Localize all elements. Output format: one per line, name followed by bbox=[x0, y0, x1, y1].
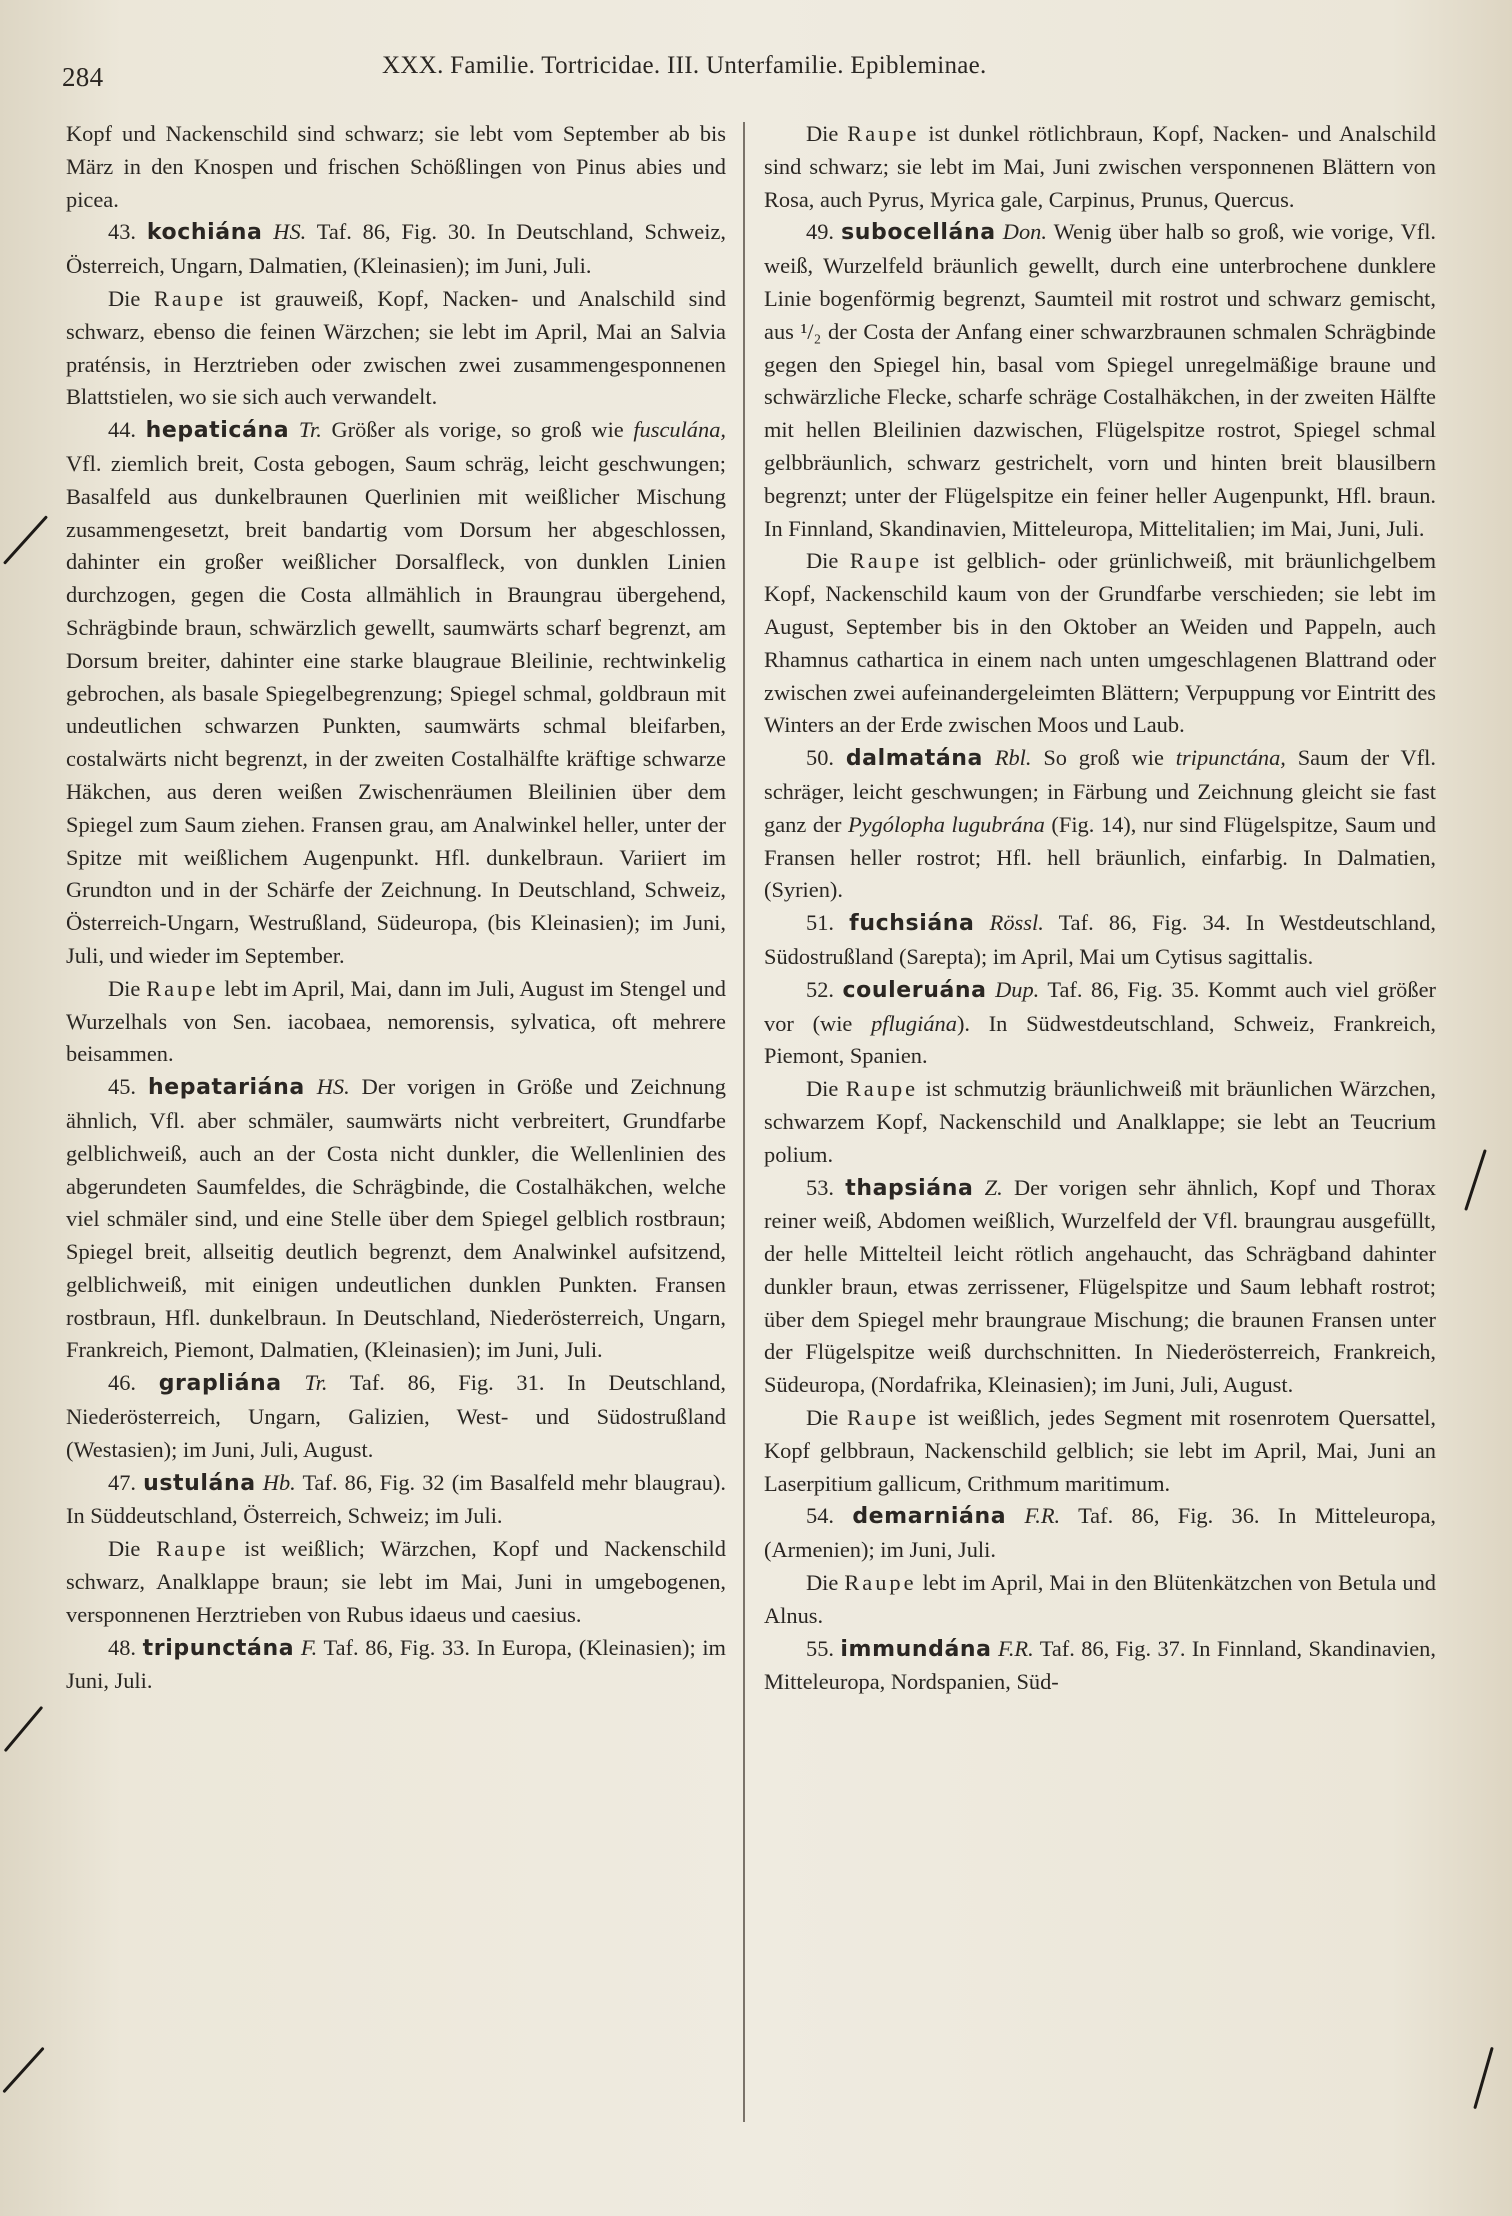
species-name: ustulána bbox=[143, 1470, 256, 1496]
species-entry-50: 50. dalmatána Rbl. So groß wie tripunctána, Saum der Vfl. schräger, leicht geschwungen; in Färbung und Zeichnung gleicht sie fast ganz der Pygólopha lugubrána (Fig. 14), nur sind Flügelspitze, Saum und Fransen heller rostrot; Hfl. hell bräunlich, einfarbig. In Dalmatien, (Syrien). bbox=[764, 745, 1436, 903]
entry-number: 53. bbox=[806, 1174, 834, 1200]
larva-description: Die Raupe ist weißlich, jedes Segment mit rosenrotem Quersattel, Kopf gelbbraun, Nackenschild gelblich; sie lebt im April, Mai, Juni an Laserpitium gallicum, Crithmum maritimum. bbox=[764, 1405, 1436, 1496]
pencil-mark bbox=[3, 515, 48, 565]
larva-description: Die Raupe ist grauweiß, Kopf, Nacken- und Analschild sind schwarz, ebenso die feinen Wärzchen; sie lebt im April, Mai an Salvia praténsis, in Herztrieben oder zwischen zwei zusammengesponnenen Blattstielen, wo sie sich auch verwandelt. bbox=[66, 285, 726, 410]
species-name: hepaticána bbox=[145, 418, 290, 444]
entry-number: 49. bbox=[806, 219, 834, 245]
species-author: Tr. bbox=[298, 417, 322, 443]
species-entry-43 bbox=[66, 216, 726, 283]
species-author: F.R. bbox=[1024, 1503, 1061, 1529]
species-author: Hb. bbox=[262, 1469, 296, 1495]
pencil-mark bbox=[1473, 2047, 1494, 2109]
entry-number: 46. bbox=[108, 1370, 136, 1396]
species-name: subocellána bbox=[841, 220, 996, 246]
raupe-word: Raupe bbox=[845, 1076, 919, 1102]
species-name: thapsiána bbox=[845, 1175, 974, 1201]
species-name: couleruána bbox=[842, 977, 987, 1003]
continued-paragraph: Kopf und Nackenschild sind schwarz; sie lebt vom September ab bis März in den Knospen und frischen Schößlingen von Pinus abies und picea. bbox=[66, 121, 726, 212]
species-entry-46: 46. grapliána Tr. Taf. 86, Fig. 31. In Deutschland, Niederösterreich, Ungarn, Galizien, West- und Südostrußland (Westasien); im Juni, Juli, August. bbox=[66, 1370, 726, 1462]
pencil-mark bbox=[4, 1706, 44, 1752]
raupe-word: Raupe bbox=[146, 975, 219, 1001]
larva-description: Die Raupe ist dunkel rötlichbraun, Kopf, Nacken- und Analschild sind schwarz; sie lebt im Mai, Juni zwischen versponnenen Blättern von Rosa, auch Pyrus, Myrica gale, Carpinus, Prunus, Quercus. bbox=[764, 121, 1436, 212]
entry-number: 54. bbox=[806, 1503, 834, 1529]
species-name: tripunctána bbox=[142, 1635, 295, 1661]
species-entry-55: 55. immundána F.R. Taf. 86, Fig. 37. In Finnland, Skandinavien, Mitteleuropa, Nordspanien, Süd- bbox=[764, 1635, 1436, 1695]
species-author: F. bbox=[300, 1634, 318, 1660]
raupe-word: Raupe bbox=[844, 1570, 917, 1596]
entry-number: 55. bbox=[806, 1635, 834, 1661]
species-author: Z. bbox=[984, 1174, 1003, 1200]
species-name: immundána bbox=[840, 1636, 992, 1662]
species-entry-52: 52. couleruána Dup. Taf. 86, Fig. 35. Kommt auch viel größer vor (wie pflugiána). In Südwestdeutschland, Schweiz, Frankreich, Piemont, Spanien. bbox=[764, 976, 1436, 1069]
entry-number: 45. bbox=[108, 1074, 136, 1100]
entry-number: 50. bbox=[806, 745, 834, 771]
species-entry-48: 48. tripunctána F. Taf. 86, Fig. 33. In Europa, (Kleinasien); im Juni, Juli. bbox=[66, 1634, 726, 1694]
column-divider bbox=[743, 122, 745, 2122]
species-name: dalmatána bbox=[845, 746, 983, 772]
entry-number: 43. bbox=[108, 219, 136, 245]
species-name: demarniána bbox=[852, 1504, 1007, 1530]
species-name: grapliána bbox=[158, 1371, 282, 1397]
species-author: Dup. bbox=[995, 976, 1040, 1002]
species-name: hepatariána bbox=[147, 1075, 305, 1101]
right-column bbox=[764, 118, 1436, 1699]
larva-description: Die Raupe lebt im April, Mai, dann im Juli, August im Stengel und Wurzelhals von Sen. iacobaea, nemorensis, sylvatica, oft mehrere beisammen. bbox=[66, 975, 726, 1067]
entry-number: 44. bbox=[108, 417, 136, 443]
page-header bbox=[62, 52, 1442, 96]
species-author: Don. bbox=[1002, 219, 1047, 245]
species-author: HS. bbox=[273, 219, 307, 245]
entry-number: 51. bbox=[806, 910, 834, 936]
species-author: Rbl. bbox=[994, 745, 1032, 771]
species-entry-51: 51. fuchsiána Rössl. Taf. 86, Fig. 34. In Westdeutschland, Südostrußland (Sarepta); im April, Mai um Cytisus sagittalis. bbox=[764, 910, 1436, 969]
raupe-word: Raupe bbox=[847, 121, 920, 146]
page-number: 284 bbox=[62, 62, 104, 92]
larva-description: Die Raupe ist schmutzig bräunlichweiß mit bräunlichen Wärzchen, schwarzem Kopf, Nackenschild und Analklappe; sie lebt an Teucrium polium. bbox=[764, 1076, 1436, 1167]
entry-number: 52. bbox=[806, 976, 834, 1002]
species-entry-49: 49. subocellána Don. Wenig über halb so groß, wie vorige, Vfl. weiß, Wurzelfeld bräunlich gewellt, durch eine unterbrochene dunklere Linie bogenförmig begrenzt, Saumteil mit rostrot und schwarz gemischt, aus ¹/₂ der Costa der Anfang einer schwarzbraunen schmalen Schrägbinde gegen den Spiegel hin, basal vom Spiegel unregelmäßige braune und schwärzliche Flecke, scharfe schräge Costalhäkchen, in der zweiten Hälfte mit hellen Bleilinien dazwischen, Flügelspitze rostrot, Spiegel schmal gelbbräunlich, schwarz gestrichelt, vorn und hinten breit blausilbern begrenzt; unter der Flügelspitze ein feiner heller Augenpunkt, Hfl. braun. In Finnland, Skandinavien, Mitteleuropa, Mittelitalien; im Mai, Juni, Juli. bbox=[764, 219, 1437, 541]
raupe-word: Raupe bbox=[849, 548, 923, 574]
species-author: HS. bbox=[316, 1074, 350, 1100]
entry-text: Taf. 86, Fig. 30. In Deutschland, Schweiz, Österreich, Ungarn, Dalmatien, (Kleinasien); im Juni, Juli. bbox=[66, 219, 726, 279]
pencil-mark bbox=[2, 2047, 44, 2094]
raupe-word: Raupe bbox=[156, 1536, 229, 1562]
larva-description: Die Raupe ist weißlich; Wärzchen, Kopf und Nackenschild schwarz, Analklappe braun; sie lebt im Mai, Juni in umgebogenen, versponnenen Herztrieben von Rubus idaeus und caesius. bbox=[66, 1536, 726, 1627]
pencil-mark bbox=[1464, 1149, 1487, 1211]
entry-number: 47. bbox=[108, 1469, 136, 1495]
species-entry-54: 54. demarniána F.R. Taf. 86, Fig. 36. In Mitteleuropa, (Armenien); im Juni, Juli. bbox=[764, 1503, 1437, 1563]
species-entry-47: 47. ustulána Hb. Taf. 86, Fig. 32 (im Basalfeld mehr blaugrau). In Süddeutschland, Österreich, Schweiz; im Juli. bbox=[66, 1469, 726, 1529]
species-author: Tr. bbox=[304, 1370, 328, 1396]
species-author: Rössl. bbox=[989, 910, 1044, 936]
larva-description: Die Raupe lebt im April, Mai in den Blütenkätzchen von Betula und Alnus. bbox=[764, 1570, 1436, 1628]
species-entry-53: 53. thapsiána Z. Der vorigen sehr ähnlich, Kopf und Thorax reiner weiß, Abdomen weißlich, Wurzelfeld der Vfl. braungrau ausgefüllt, der helle Mittelteil leicht rötlich angehaucht, das Schrägband dahinter dunkler braun, etwas zerrissener, Flügelspitze und Saum lebhaft rostrot; über dem Spiegel mehr braungraue Mischung; die braunen Fransen unter der Flügelspitze weiß durchschnitten. In Niederösterreich, Frankreich, Südeuropa, (Nordafrika, Kleinasien); im Juni, Juli, August. bbox=[764, 1174, 1436, 1398]
running-head: XXX. Familie. Tortricidae. III. Unterfamilie. Epibleminae. bbox=[382, 52, 987, 79]
entry-number: 48. bbox=[108, 1634, 136, 1660]
species-entry-45: 45. hepatariána HS. Der vorigen in Größe und Zeichnung ähnlich, Vfl. aber schmäler, saumwärts nicht verbreitert, Grundfarbe gelblichweiß, auch an der Costa nicht dunkler, die Wellenlinien des abgerundeten Saumfeldes, die Schrägbinde, die Costalhäkchen, welche viel schmäler sind, und eine Stelle über dem Spiegel gelblich rostbraun; Spiegel breit, allseitig deutlich begrenzt, dem Analwinkel aufsitzend, gelblichweiß, mit einigen undeutlichen dunklen Punkten. Fransen rostbraun, Hfl. dunkelbraun. In Deutschland, Niederösterreich, Ungarn, Frankreich, Piemont, Dalmatien, (Kleinasien); im Juni, Juli. bbox=[66, 1074, 726, 1363]
larva-description: Die Raupe ist gelblich- oder grünlichweiß, mit bräunlichgelbem Kopf, Nackenschild kaum von der Grundfarbe verschieden; sie lebt im August, September bis in den Oktober an Weiden und Pappeln, auch Rhamnus cathartica in einem nach unten umgeschlagenen Blattrand oder zwischen zwei aufeinandergeleimten Blättern; Verpuppung vor Eintritt des Winters an der Erde zwischen Moos und Laub. bbox=[764, 548, 1436, 738]
species-author: F.R. bbox=[998, 1635, 1034, 1661]
raupe-word: Raupe bbox=[846, 1405, 920, 1431]
species-entry-44: 44. hepaticána Tr. Größer als vorige, so groß wie fusculána, Vfl. ziemlich breit, Costa gebogen, Saum schräg, leicht geschwungen; Basalfeld aus dunkelbraunen Querlinien mit weißlicher Mischung zusammengesetzt, breit bandartig vom Dorsum her abgeschlossen, dahinter ein großer weißlicher Dorsalfleck, von dunklen Linien durchzogen, gegen die Costa allmählich in Braungrau übergehend, Schrägbinde braun, schwärzlich gewellt, saumwärts scharf begrenzt, am Dorsum breiter, dahinter eine starke blaugraue Bleilinie, rechtwinkelig gebrochen, als basale Spiegelbegrenzung; Spiegel schmal, goldbraun mit undeutlichen schwarzen Punkten, saumwärts schmal bleifarben, costalwärts nicht begrenzt, in der zweiten Costalhälfte kräftige schwarze Häkchen, aus deren weißen Zwischenräumen Bleilinien über dem Spiegel zum Saum ziehen. Fransen grau, am Analwinkel heller, unter der Spitze mit weißlichem Augenpunkt. Hfl. dunkelbraun. Variiert im Grundton und in der Schärfe der Zeichnung. In Deutschland, Schweiz, Österreich-Ungarn, Westrußland, Südeuropa, (bis Kleinasien); im Juni, Juli, und wieder im September. bbox=[66, 417, 726, 968]
raupe-word: Raupe bbox=[154, 285, 227, 311]
left-column bbox=[66, 118, 726, 1698]
species-name: fuchsiána bbox=[849, 911, 975, 937]
species-name: kochiána bbox=[146, 220, 263, 246]
